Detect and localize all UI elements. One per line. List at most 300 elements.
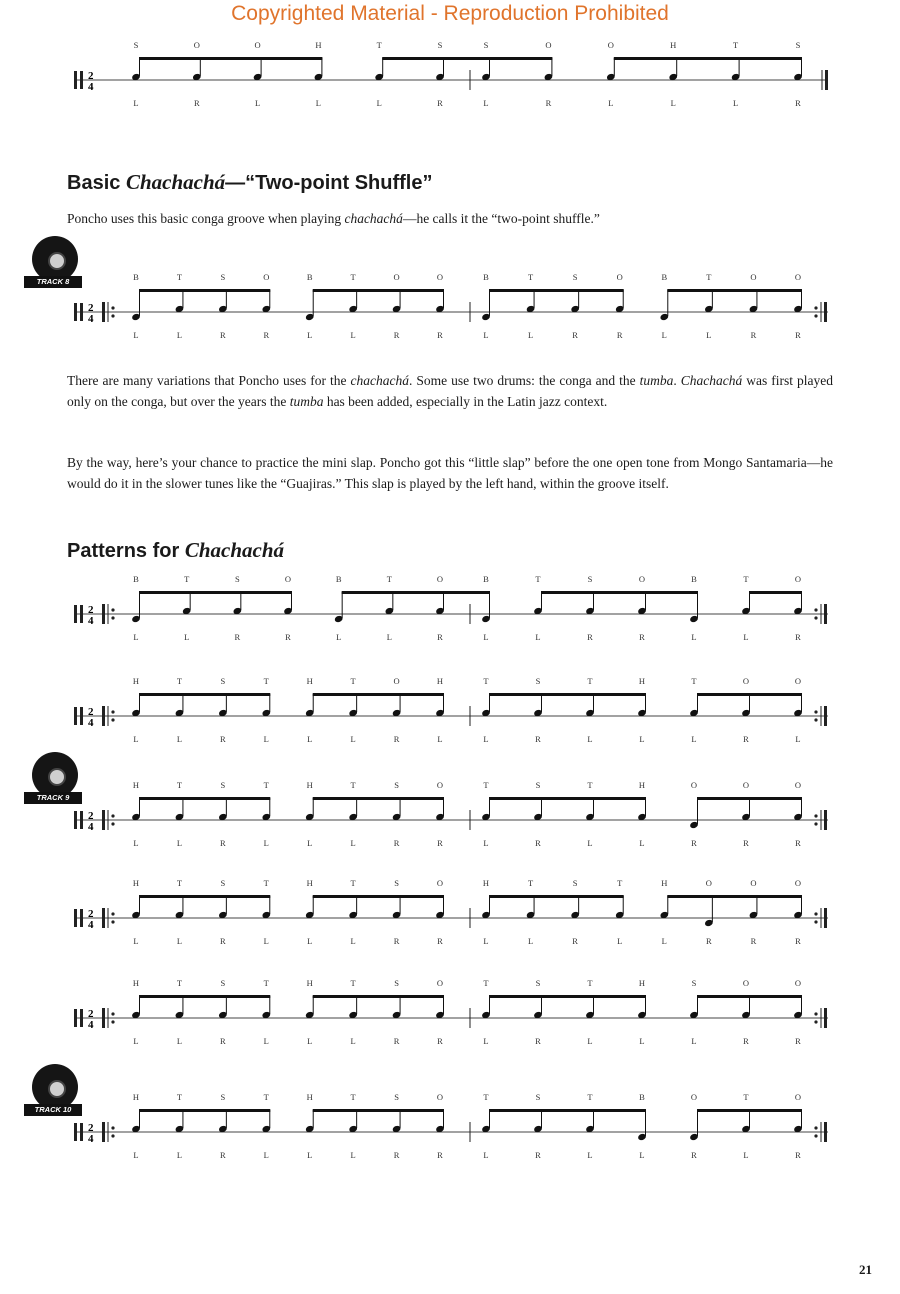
section-heading-basic-chachacha xyxy=(67,170,433,195)
hand-label: L xyxy=(133,936,139,946)
beam xyxy=(697,693,802,696)
hand-label: R xyxy=(437,330,443,340)
hand-label: L xyxy=(639,734,645,744)
repeat-dot xyxy=(814,1020,817,1023)
hand-label: L xyxy=(350,1150,356,1160)
time-signature-top: 2 xyxy=(88,810,94,822)
stroke-label: O xyxy=(690,780,698,790)
stroke-label: H xyxy=(661,878,668,888)
beam xyxy=(614,57,802,60)
hand-label: L xyxy=(483,1150,489,1160)
stroke-label: H xyxy=(436,676,444,686)
time-signature-bottom: 4 xyxy=(88,717,94,729)
hand-label: R xyxy=(437,838,443,848)
hand-label: R xyxy=(393,330,400,340)
time-signature-top: 2 xyxy=(88,908,94,920)
repeat-dot xyxy=(814,608,817,611)
hand-label: R xyxy=(616,330,623,340)
hand-label: L xyxy=(376,98,382,108)
repeat-dot xyxy=(814,718,817,721)
hand-label: R xyxy=(220,936,226,946)
stroke-label: S xyxy=(394,1092,399,1102)
hand-label: L xyxy=(133,734,139,744)
hand-label: R xyxy=(437,1150,443,1160)
stroke-label: S xyxy=(220,878,226,888)
repeat-dot xyxy=(111,1020,114,1023)
stroke-label: T xyxy=(263,1092,269,1102)
stroke-label: T xyxy=(483,676,489,686)
intro-paragraph xyxy=(67,208,833,229)
repeat-end xyxy=(824,302,827,322)
text-italic: Chachachá xyxy=(680,373,743,388)
staff-svg-2 xyxy=(60,572,840,662)
time-signature-bottom: 4 xyxy=(88,1019,94,1031)
hand-label: L xyxy=(386,632,392,642)
stroke-label: T xyxy=(706,272,712,282)
hand-label: R xyxy=(393,1150,400,1160)
beam xyxy=(489,995,646,998)
hand-label: R xyxy=(795,632,801,642)
hand-label: L xyxy=(639,1150,645,1160)
hand-label: L xyxy=(732,98,739,108)
beam xyxy=(139,797,270,800)
stroke-label: H xyxy=(132,878,140,888)
stroke-label: T xyxy=(263,878,269,888)
repeat-end xyxy=(824,908,827,928)
text-italic: tumba xyxy=(639,373,674,388)
beam xyxy=(489,289,624,292)
staff-svg-7 xyxy=(60,1090,840,1180)
percussion-clef xyxy=(80,811,83,829)
repeat-start xyxy=(102,706,105,726)
staff-svg-3 xyxy=(60,674,840,764)
repeat-dot xyxy=(111,920,114,923)
stroke-label: T xyxy=(176,676,183,686)
text-run: Poncho uses this basic conga groove when playing xyxy=(67,211,345,226)
hand-label: L xyxy=(587,838,593,848)
stroke-label: S xyxy=(795,40,801,50)
hand-label: R xyxy=(795,1150,801,1160)
stroke-label: T xyxy=(350,780,356,790)
beam xyxy=(139,895,270,898)
stroke-label: O xyxy=(705,878,712,888)
percussion-clef xyxy=(80,1009,83,1027)
repeat-dot xyxy=(111,822,114,825)
stroke-label: T xyxy=(176,978,183,988)
hand-label: L xyxy=(437,734,443,744)
hand-label: R xyxy=(691,838,697,848)
stroke-label: S xyxy=(587,574,593,584)
hand-label: L xyxy=(263,1150,269,1160)
hand-label: L xyxy=(254,98,261,108)
hand-label: L xyxy=(307,734,313,744)
hand-label: L xyxy=(307,936,313,946)
hand-label: R xyxy=(220,1150,226,1160)
hand-label: L xyxy=(608,98,614,108)
hand-label: R xyxy=(437,1036,443,1046)
heading-text: Patterns for xyxy=(67,540,185,562)
stroke-label: S xyxy=(394,780,399,790)
hand-label: R xyxy=(706,936,712,946)
beam xyxy=(139,693,270,696)
beam xyxy=(313,1109,444,1112)
stroke-label: H xyxy=(670,40,677,50)
text-run: has been added, especially in the Latin jazz context. xyxy=(323,394,608,409)
stroke-label: H xyxy=(306,676,313,686)
hand-label: R xyxy=(572,330,578,340)
repeat-dot xyxy=(814,1126,817,1129)
stroke-label: O xyxy=(794,574,802,584)
hand-label: L xyxy=(587,1150,593,1160)
hand-label: R xyxy=(743,1036,749,1046)
hand-label: L xyxy=(315,98,322,108)
stroke-label: O xyxy=(393,272,400,282)
hand-label: L xyxy=(483,330,489,340)
text-run: . xyxy=(673,373,681,388)
stroke-label: H xyxy=(482,878,490,888)
time-signature-top: 2 xyxy=(88,604,94,616)
hand-label: L xyxy=(307,838,313,848)
repeat-dot xyxy=(111,608,114,611)
stroke-label: T xyxy=(386,574,392,584)
track-label: TRACK 10 xyxy=(24,1104,82,1116)
hand-label: L xyxy=(639,838,645,848)
hand-label: R xyxy=(535,734,541,744)
hand-label: R xyxy=(572,936,578,946)
hand-label: R xyxy=(535,1150,541,1160)
percussion-clef xyxy=(80,1123,83,1141)
beam xyxy=(749,591,802,594)
stroke-label: T xyxy=(691,676,697,686)
stroke-label: H xyxy=(132,978,140,988)
repeat-dot xyxy=(111,912,114,915)
repeat-end xyxy=(824,810,827,830)
hand-label: L xyxy=(263,1036,269,1046)
stroke-label: T xyxy=(263,978,269,988)
stroke-label: T xyxy=(617,878,623,888)
beam xyxy=(313,289,444,292)
repeat-start xyxy=(102,604,105,624)
percussion-clef xyxy=(74,811,77,829)
stroke-label: O xyxy=(616,272,623,282)
stroke-label: B xyxy=(661,272,668,282)
beam xyxy=(697,995,802,998)
notation-staff-7 xyxy=(60,1090,840,1220)
repeat-dot xyxy=(814,306,817,309)
hand-label: L xyxy=(133,1150,139,1160)
stroke-label: T xyxy=(587,1092,593,1102)
hand-label: R xyxy=(750,936,757,946)
page-number: 21 xyxy=(859,1262,872,1277)
text-run: was first played only on the conga, but over the years the xyxy=(67,373,833,409)
stroke-label: O xyxy=(794,676,802,686)
repeat-dot xyxy=(111,306,114,309)
time-signature-bottom: 4 xyxy=(88,615,94,627)
stroke-label: H xyxy=(306,978,313,988)
stroke-label: O xyxy=(263,272,270,282)
stroke-label: S xyxy=(535,1092,541,1102)
hand-label: L xyxy=(133,330,139,340)
stroke-label: T xyxy=(587,780,593,790)
repeat-dot xyxy=(111,814,114,817)
percussion-clef xyxy=(74,909,77,927)
hand-label: L xyxy=(350,734,356,744)
hand-label: L xyxy=(176,936,183,946)
stroke-label: S xyxy=(234,574,240,584)
stroke-label: T xyxy=(176,780,183,790)
repeat-dot xyxy=(111,616,114,619)
hand-label: L xyxy=(743,1150,749,1160)
stroke-label: T xyxy=(184,574,190,584)
stroke-label: O xyxy=(436,1092,444,1102)
hand-label: L xyxy=(527,330,534,340)
staff-svg-1 xyxy=(60,270,840,360)
hand-label: L xyxy=(535,632,541,642)
hand-label: L xyxy=(670,98,676,108)
stroke-label: S xyxy=(220,272,226,282)
stroke-label: H xyxy=(306,878,313,888)
stroke-label: O xyxy=(750,878,757,888)
hand-label: R xyxy=(795,936,801,946)
stroke-label: O xyxy=(607,40,614,50)
stroke-label: T xyxy=(743,1092,749,1102)
time-signature-bottom: 4 xyxy=(88,821,94,833)
beam xyxy=(313,995,444,998)
stroke-label: H xyxy=(638,780,646,790)
hand-label: L xyxy=(743,632,749,642)
hand-label: L xyxy=(307,1150,313,1160)
hand-label: R xyxy=(691,1150,697,1160)
stroke-label: H xyxy=(132,780,140,790)
hand-label: L xyxy=(307,330,313,340)
beam xyxy=(139,1109,270,1112)
stroke-label: S xyxy=(535,676,541,686)
hand-label: R xyxy=(393,838,400,848)
repeat-end xyxy=(824,1008,827,1028)
stroke-label: H xyxy=(315,40,322,50)
hand-label: L xyxy=(176,1150,183,1160)
hand-label: L xyxy=(176,734,183,744)
hand-label: R xyxy=(795,1036,801,1046)
stroke-label: O xyxy=(638,574,646,584)
hand-label: R xyxy=(437,632,443,642)
stroke-label: T xyxy=(176,1092,183,1102)
hand-label: L xyxy=(661,330,667,340)
time-signature-top: 2 xyxy=(88,70,94,82)
stroke-label: O xyxy=(436,878,444,888)
percussion-clef xyxy=(80,605,83,623)
stroke-label: T xyxy=(350,676,356,686)
repeat-dot xyxy=(814,1134,817,1137)
hand-label: R xyxy=(587,632,593,642)
hand-label: L xyxy=(336,632,342,642)
repeat-dot xyxy=(814,814,817,817)
hand-label: L xyxy=(483,936,489,946)
section-heading-patterns xyxy=(67,538,284,563)
stroke-label: B xyxy=(483,574,489,584)
stroke-label: B xyxy=(335,574,342,584)
stroke-label: T xyxy=(350,978,356,988)
stroke-label: T xyxy=(376,40,382,50)
stroke-label: H xyxy=(638,978,646,988)
stroke-label: O xyxy=(254,40,261,50)
stroke-label: T xyxy=(527,878,534,888)
hand-label: R xyxy=(193,98,200,108)
stroke-label: S xyxy=(535,780,541,790)
time-signature-bottom: 4 xyxy=(88,1133,94,1145)
stroke-label: B xyxy=(639,1092,645,1102)
time-signature-top: 2 xyxy=(88,706,94,718)
hand-label: L xyxy=(639,1036,645,1046)
stroke-label: H xyxy=(638,676,646,686)
percussion-clef xyxy=(74,71,77,89)
beam xyxy=(667,289,802,292)
repeat-start xyxy=(102,1122,105,1142)
stroke-label: B xyxy=(306,272,313,282)
heading-italic: Chachachá xyxy=(184,538,284,562)
percussion-clef xyxy=(74,605,77,623)
notation-staff-6 xyxy=(60,976,840,1106)
stroke-label: H xyxy=(132,1092,140,1102)
repeat-dot xyxy=(814,616,817,619)
stroke-label: S xyxy=(691,978,697,988)
stroke-label: T xyxy=(483,1092,489,1102)
hand-label: R xyxy=(743,838,749,848)
stroke-label: O xyxy=(284,574,292,584)
beam xyxy=(342,591,490,594)
stroke-label: H xyxy=(306,780,313,790)
stroke-label: S xyxy=(220,978,226,988)
repeat-dot xyxy=(814,912,817,915)
percussion-clef xyxy=(80,303,83,321)
beam xyxy=(139,995,270,998)
stroke-label: O xyxy=(436,780,444,790)
hand-label: L xyxy=(263,838,269,848)
stroke-label: T xyxy=(350,1092,356,1102)
stroke-label: T xyxy=(350,272,356,282)
stroke-label: T xyxy=(176,878,183,888)
hand-label: L xyxy=(661,936,667,946)
stroke-label: O xyxy=(436,272,444,282)
stroke-label: T xyxy=(263,780,269,790)
beam xyxy=(489,797,646,800)
stroke-label: B xyxy=(691,574,697,584)
hand-label: L xyxy=(483,838,489,848)
beam xyxy=(489,693,646,696)
hand-label: L xyxy=(350,1036,356,1046)
stroke-label: S xyxy=(220,1092,226,1102)
mini-slap-paragraph: By the way, here’s your chance to practice the mini slap. Poncho got this “little slap” before the one open tone from Mongo Santamaria—he would do it in the slower tunes like the “Guajiras.” This slap is played by the left hand, within the groove itself. xyxy=(67,455,833,491)
percussion-clef xyxy=(80,909,83,927)
hand-label: L xyxy=(483,1036,489,1046)
stroke-label: O xyxy=(794,780,802,790)
beam xyxy=(697,797,802,800)
beam xyxy=(313,693,444,696)
track-label: TRACK 8 xyxy=(24,276,82,288)
repeat-start xyxy=(102,908,105,928)
hand-label: L xyxy=(691,632,697,642)
hand-label: R xyxy=(220,734,226,744)
repeat-dot xyxy=(111,1012,114,1015)
hand-label: L xyxy=(176,330,183,340)
percussion-clef xyxy=(80,71,83,89)
hand-label: L xyxy=(483,98,489,108)
text-italic: chachachá xyxy=(344,211,403,226)
hand-label: R xyxy=(263,330,270,340)
hand-label: L xyxy=(133,1036,139,1046)
time-signature-bottom: 4 xyxy=(88,919,94,931)
stroke-label: T xyxy=(587,676,593,686)
repeat-dot xyxy=(814,1012,817,1015)
hand-label: R xyxy=(535,838,541,848)
stroke-label: O xyxy=(794,272,802,282)
time-signature-bottom: 4 xyxy=(88,313,94,325)
repeat-end xyxy=(824,1122,827,1142)
hand-label: L xyxy=(483,734,489,744)
stroke-label: T xyxy=(587,978,593,988)
hand-label: L xyxy=(176,838,183,848)
heading-text-post: —“Two-point Shuffle” xyxy=(225,172,433,194)
stroke-label: O xyxy=(545,40,552,50)
heading-text: Basic xyxy=(67,172,126,194)
stroke-label: T xyxy=(350,878,356,888)
stroke-label: T xyxy=(527,272,534,282)
stroke-label: O xyxy=(750,272,757,282)
repeat-dot xyxy=(814,314,817,317)
beam xyxy=(313,797,444,800)
staff-svg-5 xyxy=(60,876,840,966)
hand-label: L xyxy=(133,98,139,108)
hand-label: R xyxy=(234,632,241,642)
hand-label: R xyxy=(795,98,801,108)
beam xyxy=(541,591,698,594)
hand-label: R xyxy=(220,838,226,848)
stroke-label: S xyxy=(572,272,578,282)
stroke-label: O xyxy=(794,878,802,888)
time-signature-bottom: 4 xyxy=(88,81,94,93)
beam xyxy=(489,895,624,898)
text-run: There are many variations that Poncho uses for the xyxy=(67,373,351,388)
stroke-label: T xyxy=(176,272,183,282)
stroke-label: H xyxy=(132,676,140,686)
stroke-label: O xyxy=(393,676,400,686)
stroke-label: S xyxy=(394,978,399,988)
hand-label: L xyxy=(587,734,593,744)
time-signature-top: 2 xyxy=(88,1008,94,1020)
stroke-label: S xyxy=(437,40,443,50)
hand-label: R xyxy=(743,734,749,744)
hand-label: R xyxy=(437,98,443,108)
stroke-label: T xyxy=(483,978,489,988)
text-italic: chachachá xyxy=(350,373,409,388)
stroke-label: O xyxy=(794,1092,802,1102)
hand-label: R xyxy=(639,632,645,642)
track-label: TRACK 9 xyxy=(24,792,82,804)
repeat-dot xyxy=(111,1134,114,1137)
repeat-dot xyxy=(111,718,114,721)
hand-label: R xyxy=(393,936,400,946)
repeat-dot xyxy=(814,710,817,713)
beam xyxy=(667,895,802,898)
stroke-label: T xyxy=(263,676,269,686)
beam xyxy=(139,591,292,594)
stroke-label: S xyxy=(220,676,226,686)
hand-label: L xyxy=(176,1036,183,1046)
stroke-label: T xyxy=(743,574,749,584)
percussion-clef xyxy=(74,707,77,725)
stroke-label: S xyxy=(483,40,489,50)
final-barline xyxy=(825,70,828,90)
